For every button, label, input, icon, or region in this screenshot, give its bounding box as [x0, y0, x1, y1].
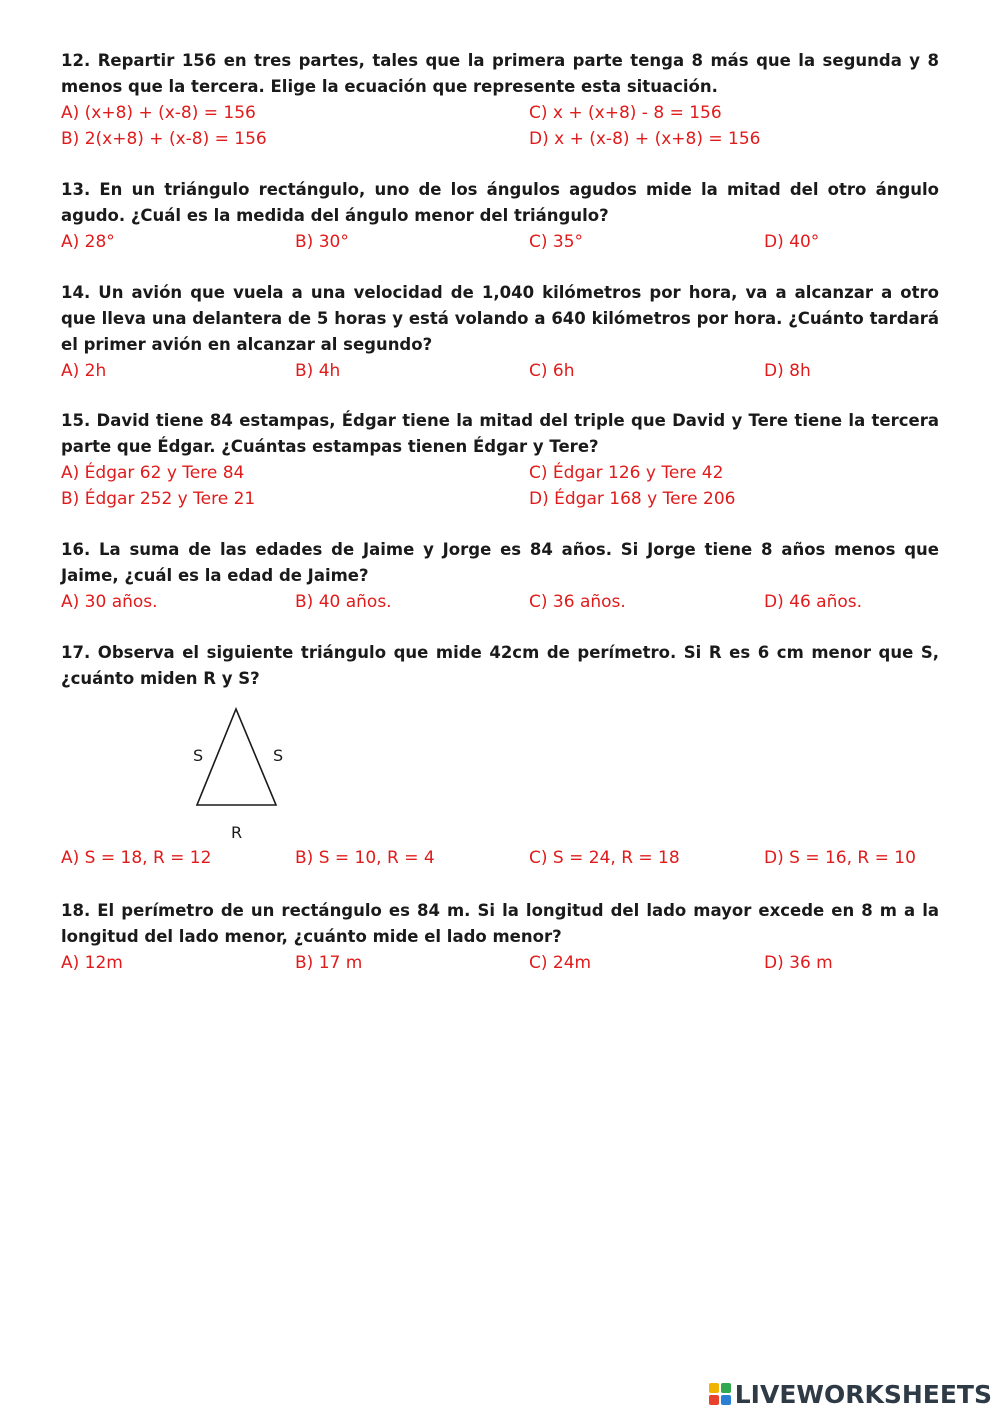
- option-c[interactable]: C) S = 24, R = 18: [529, 848, 680, 868]
- option-a[interactable]: A) 2h: [61, 361, 107, 381]
- question-text: 13. En un triángulo rectángulo, uno de los ángulos agudos mide la mitad del otro ángulo agudo. ¿Cuál es la medida del ángulo menor del triángulo?: [61, 180, 939, 225]
- question-text: 14. Un avión que vuela a una velocidad de 1,040 kilómetros por hora, va a alcanzar a otro que lleva una delantera de 5 horas y está volando a 640 kilómetros por hora. ¿Cuánto tardará el primer avión en alcanzar al segundo?: [61, 283, 939, 354]
- question-16: [61, 537, 939, 615]
- option-d[interactable]: D) 40°: [764, 232, 820, 252]
- question-17: [61, 640, 939, 692]
- option-a[interactable]: A) 12m: [61, 953, 123, 973]
- option-d[interactable]: D) S = 16, R = 10: [764, 848, 916, 868]
- option-c[interactable]: C) 35°: [529, 232, 584, 252]
- option-c[interactable]: C) 24m: [529, 953, 592, 973]
- question-15: [61, 408, 939, 512]
- option-d[interactable]: D) 36 m: [764, 953, 833, 973]
- question-text: 16. La suma de las edades de Jaime y Jorge es 84 años. Si Jorge tiene 8 años menos que Jaime, ¿cuál es la edad de Jaime?: [61, 540, 939, 585]
- option-c[interactable]: C) 36 años.: [529, 592, 626, 612]
- option-d[interactable]: D) 8h: [764, 361, 811, 381]
- option-d[interactable]: D) x + (x-8) + (x+8) = 156: [529, 129, 761, 149]
- question-18: [61, 898, 939, 976]
- option-d[interactable]: D) 46 años.: [764, 592, 863, 612]
- triangle-base-label: R: [231, 823, 243, 842]
- option-c[interactable]: C) x + (x+8) - 8 = 156: [529, 103, 722, 123]
- answer-options: [61, 845, 939, 871]
- answer-options: [61, 100, 939, 152]
- triangle-shape: [197, 709, 276, 805]
- liveworksheets-watermark: [709, 1381, 992, 1407]
- option-d[interactable]: D) Édgar 168 y Tere 206: [529, 489, 736, 509]
- triangle-left-side-label: S: [193, 746, 204, 765]
- option-b[interactable]: B) 17 m: [295, 953, 363, 973]
- option-a[interactable]: A) Édgar 62 y Tere 84: [61, 463, 245, 483]
- question-text: 18. El perímetro de un rectángulo es 84 m. Si la longitud del lado mayor excede en 8 m a la longitud del lado menor, ¿cuánto mide el lado menor?: [61, 901, 939, 946]
- question-text: 17. Observa el siguiente triángulo que mide 42cm de perímetro. Si R es 6 cm menor que S, ¿cuánto miden R y S?: [61, 643, 939, 688]
- option-b[interactable]: B) S = 10, R = 4: [295, 848, 435, 868]
- option-b[interactable]: B) 40 años.: [295, 592, 392, 612]
- option-b[interactable]: B) Édgar 252 y Tere 21: [61, 489, 256, 509]
- liveworksheets-logo-icon: [709, 1383, 731, 1405]
- option-b[interactable]: B) 2(x+8) + (x-8) = 156: [61, 129, 267, 149]
- brand-name: LIVEWORKSHEETS: [734, 1379, 992, 1409]
- triangle-right-side-label: S: [273, 746, 284, 765]
- question-17-options: [61, 845, 939, 871]
- question-13: [61, 177, 939, 255]
- answer-options: [61, 589, 939, 615]
- answer-options: [61, 460, 939, 512]
- option-a[interactable]: A) 28°: [61, 232, 115, 252]
- answer-options: [61, 229, 939, 255]
- answer-options: [61, 950, 939, 976]
- option-c[interactable]: C) Édgar 126 y Tere 42: [529, 463, 724, 483]
- question-text: 12. Repartir 156 en tres partes, tales que la primera parte tenga 8 más que la segunda y 8 menos que la tercera. Elige la ecuación que represente esta situación.: [61, 51, 939, 96]
- option-a[interactable]: A) S = 18, R = 12: [61, 848, 212, 868]
- option-c[interactable]: C) 6h: [529, 361, 575, 381]
- option-b[interactable]: B) 30°: [295, 232, 349, 252]
- question-12: [61, 48, 939, 152]
- option-a[interactable]: A) 30 años.: [61, 592, 158, 612]
- option-b[interactable]: B) 4h: [295, 361, 341, 381]
- question-text: 15. David tiene 84 estampas, Édgar tiene la mitad del triple que David y Tere tiene la tercera parte que Édgar. ¿Cuántas estampas tienen Édgar y Tere?: [61, 411, 939, 456]
- option-a[interactable]: A) (x+8) + (x-8) = 156: [61, 103, 256, 123]
- question-14: [61, 280, 939, 384]
- answer-options: [61, 358, 939, 384]
